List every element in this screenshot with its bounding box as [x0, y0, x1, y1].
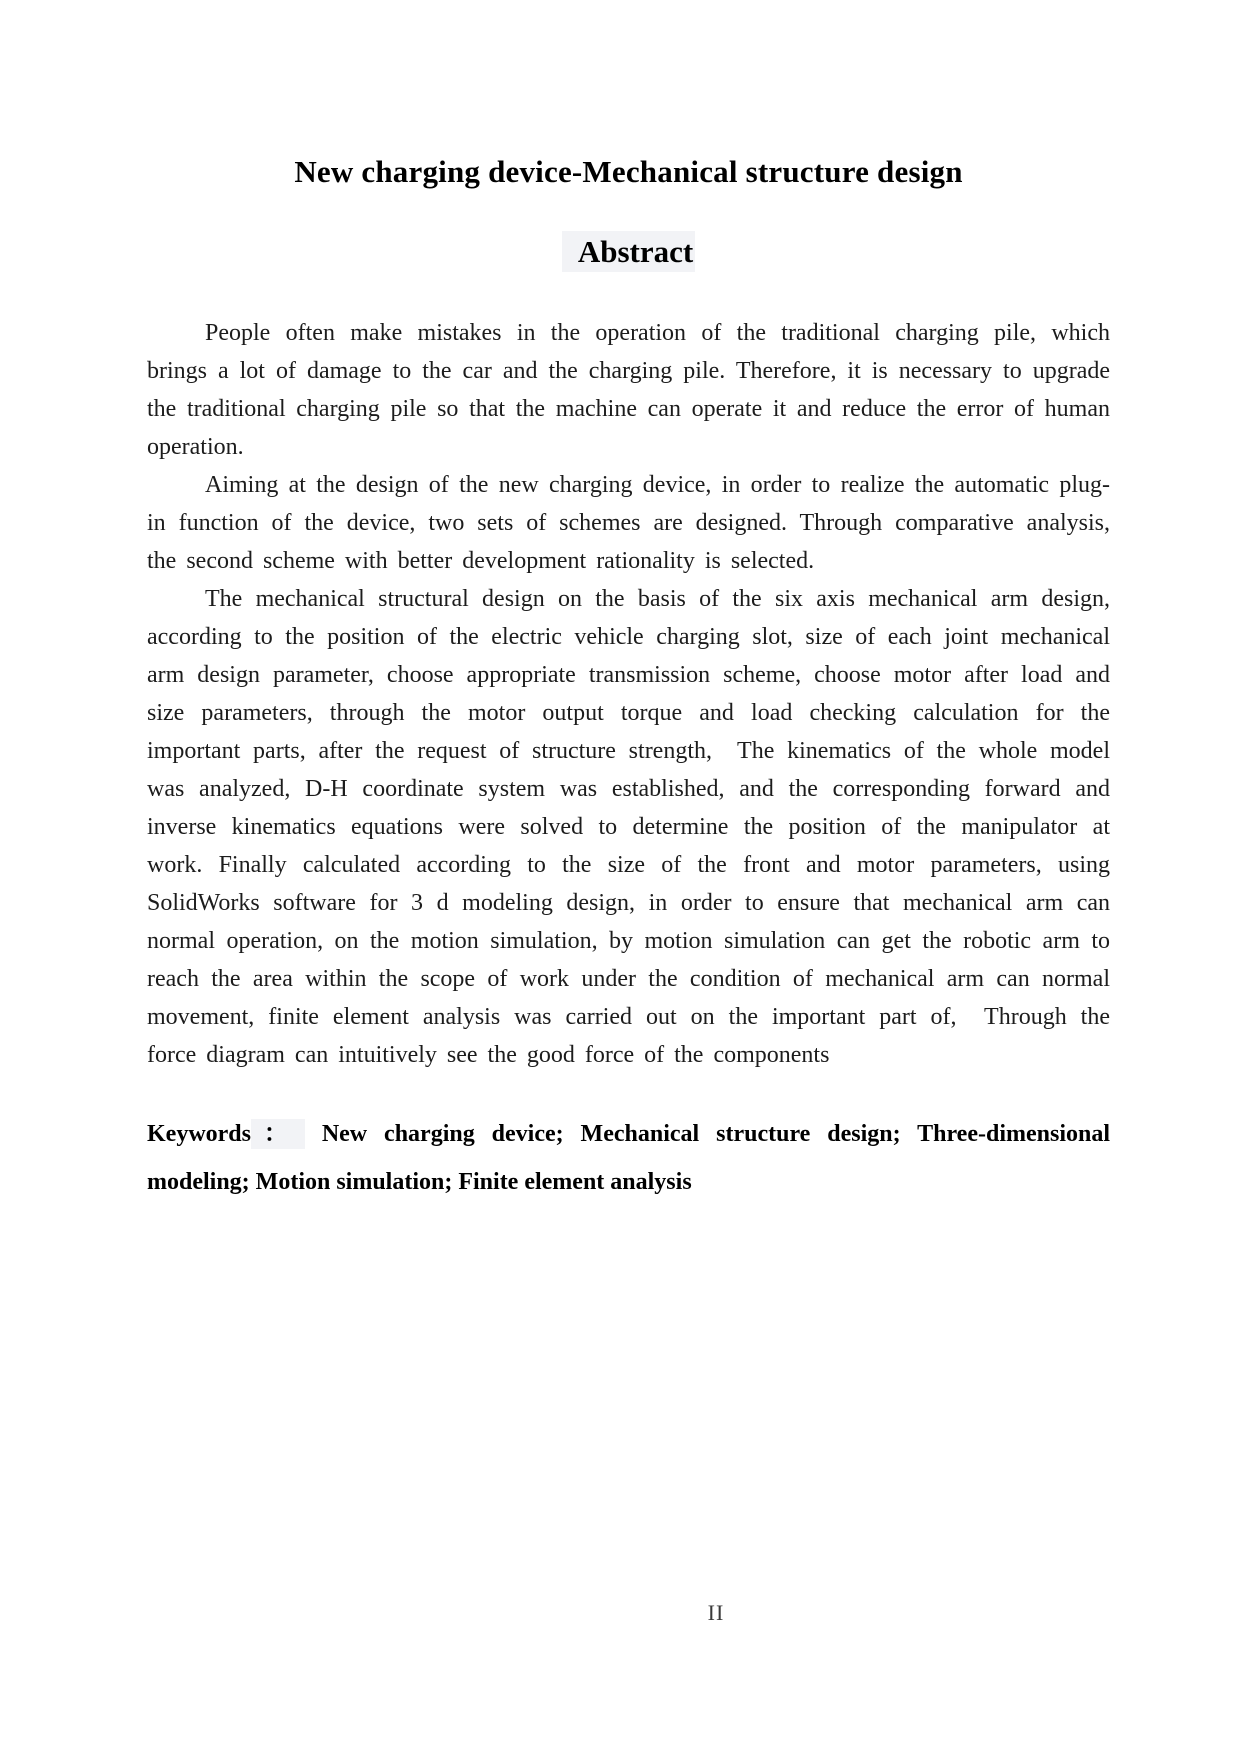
keywords-colon: ： [251, 1119, 305, 1149]
page-content [147, 0, 1120, 1206]
abstract-paragraph-3: The mechanical structural design on the basis of the six axis mechanical arm design, according to the position of the electric vehicle charging slot, size of each joint mechanical arm design parameter, choose appropriate transmission scheme, choose motor after load and size parameters, through the motor output torque and load checking calculation for the important parts, after the request of structure strength, The kinematics of the whole model was analyzed, D-H coordinate system was established, and the corresponding forward and inverse kinematics equations were solved to determine the position of the manipulator at work. Finally calculated according to the size of the front and motor parameters, using SolidWorks software for 3 d modeling design, in order to ensure that mechanical arm can normal operation, on the motion simulation, by motion simulation can get the robotic arm to reach the area within the scope of work under the condition of mechanical arm can normal movement, finite element analysis was carried out on the important part of, Through the force diagram can intuitively see the good force of the components [147, 586, 1120, 1068]
abstract-paragraph-2: Aiming at the design of the new charging device, in order to realize the automatic plug-in function of the device, two sets of schemes are designed. Through comparative analysis, the second scheme with better development rationality is selected. [147, 472, 1120, 574]
abstract-paragraph-1: People often make mistakes in the operation of the traditional charging pile, which brings a lot of damage to the car and the charging pile. Therefore, it is necessary to upgrade the traditional charging pile so that the machine can operate it and reduce the error of human operation. [147, 320, 1120, 460]
keywords-block [147, 1110, 1110, 1206]
keywords-label: Keywords [147, 1121, 251, 1147]
page-number: II [707, 1600, 725, 1625]
keywords-list-part1: New charging device; Mechanical structure design; Three-dimensional [321, 1121, 1111, 1147]
abstract-heading: Abstract [562, 231, 695, 272]
keywords-line-1 [147, 1110, 1110, 1158]
keywords-line-2: modeling; Motion simulation; Finite element analysis [147, 1169, 692, 1195]
document-title: New charging device-Mechanical structure design [294, 154, 963, 189]
abstract-heading-row [147, 230, 1110, 274]
abstract-body [147, 314, 1120, 1074]
